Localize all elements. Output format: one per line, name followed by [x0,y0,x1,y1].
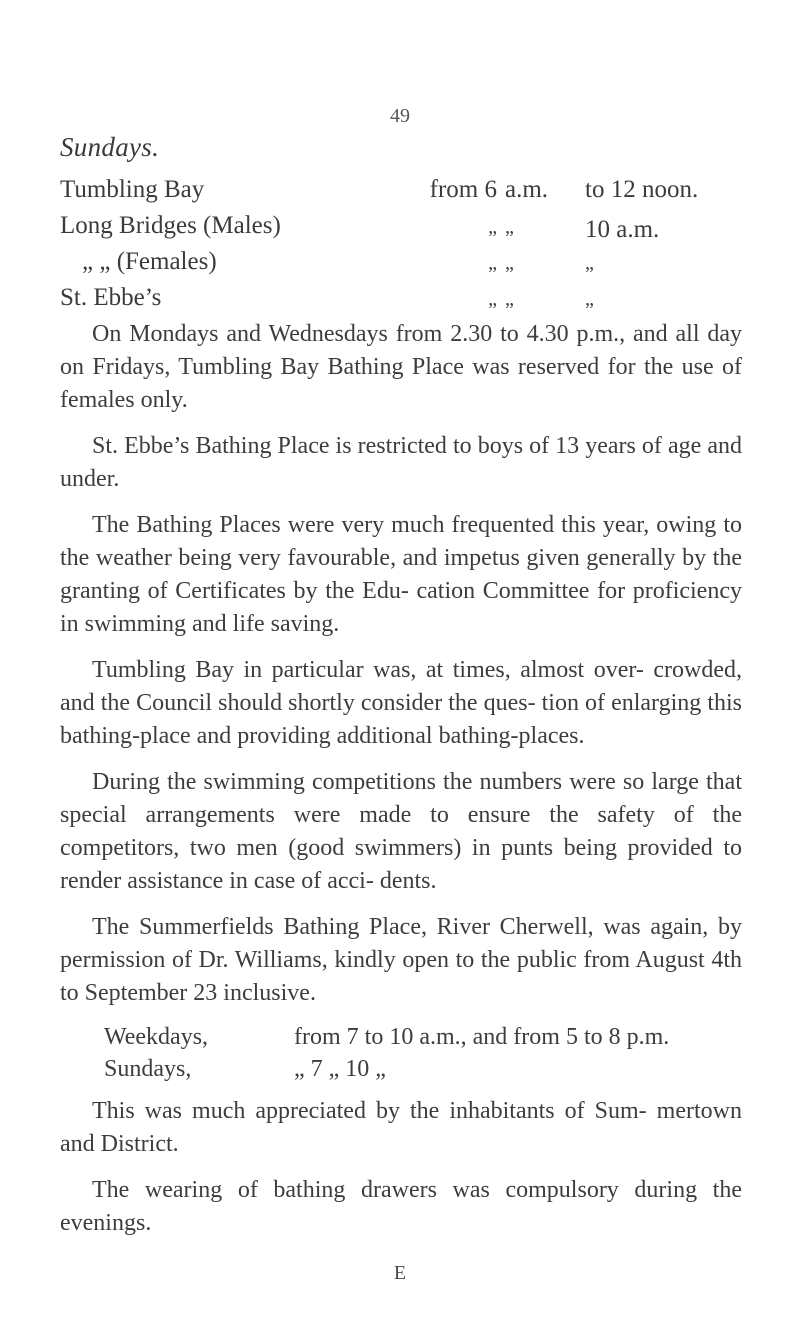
paragraph-competitions: During the swimming competitions the numbers were so large that special arrangements were made to ensure the safety of the competitors, two men (good swimmers) in punts being provided to render assistance in case of acci- dents. [60,769,742,894]
schedule-place: Tumbling Bay [60,176,205,203]
paragraph-female-hours: On Mondays and Wednesdays from 2.30 to 4.30 p.m., and all day on Fridays, Tumbling Bay Bathing Place was reserved for the use of females only. [60,321,742,413]
schedule-row [60,212,740,248]
schedule-place: St. Ebbe’s [60,284,162,311]
schedule-time [392,252,740,275]
sundays-label: Sundays, [104,1056,192,1082]
schedule-am: „ [505,216,514,238]
schedule-am: „ [505,252,514,274]
schedule-row [60,176,740,212]
weekdays-hours: from 7 to 10 a.m., and from 5 to 8 p.m. [294,1024,670,1050]
page-number: 49 [390,105,410,127]
paragraph-appreciated: This was much appreciated by the inhabitants of Sum- mertown and District. [60,1098,742,1157]
schedule-to: „ [585,252,594,274]
schedule-am: a.m. [505,176,549,203]
schedule-from: „ [488,216,497,238]
schedule-from: „ [488,288,497,310]
summerfields-hours [104,1021,742,1085]
sundays-hours: „ 7 „ 10 „ [294,1056,386,1082]
body-text [60,318,742,1253]
schedule-to: 10 a.m. [585,216,660,243]
paragraph-bathing-drawers: The wearing of bathing drawers was compulsory during the evenings. [60,1177,742,1236]
schedule-place: „ „ (Females) [82,248,217,275]
sundays-hours-row [104,1053,742,1085]
schedule-time [392,176,740,204]
sundays-schedule [60,176,740,320]
paragraph-frequented: The Bathing Places were very much frequented this year, owing to the weather being very favourable, and impetus given generally by the granting of Certificates by the Edu- cation Committee for proficiency in swimming and life saving. [60,512,742,637]
schedule-time [392,216,740,244]
weekdays-label: Weekdays, [104,1024,209,1050]
schedule-place: Long Bridges (Males) [60,212,281,239]
schedule-from: from 6 [429,176,497,203]
sundays-heading: Sundays. [60,132,160,162]
schedule-am: „ [505,288,514,310]
paragraph-summerfields: The Summerfields Bathing Place, River Cherwell, was again, by permission of Dr. Williams, kindly open to the public from August 4th to September 23 inclusive. [60,914,742,1006]
schedule-time [392,288,740,311]
schedule-from: „ [488,252,497,274]
schedule-row [60,284,740,320]
weekdays-hours-row [104,1021,742,1053]
paragraph-st-ebbes: St. Ebbe’s Bathing Place is restricted to boys of 13 years of age and under. [60,433,742,492]
schedule-to: to 12 noon. [585,176,699,203]
paragraph-overcrowded: Tumbling Bay in particular was, at times, almost over- crowded, and the Council should shortly consider the ques- tion of enlarging this bathing-place and providing additional bathing-places. [60,657,742,749]
schedule-row [60,248,740,284]
signature-letter: E [393,1262,407,1284]
schedule-to: „ [585,288,594,310]
